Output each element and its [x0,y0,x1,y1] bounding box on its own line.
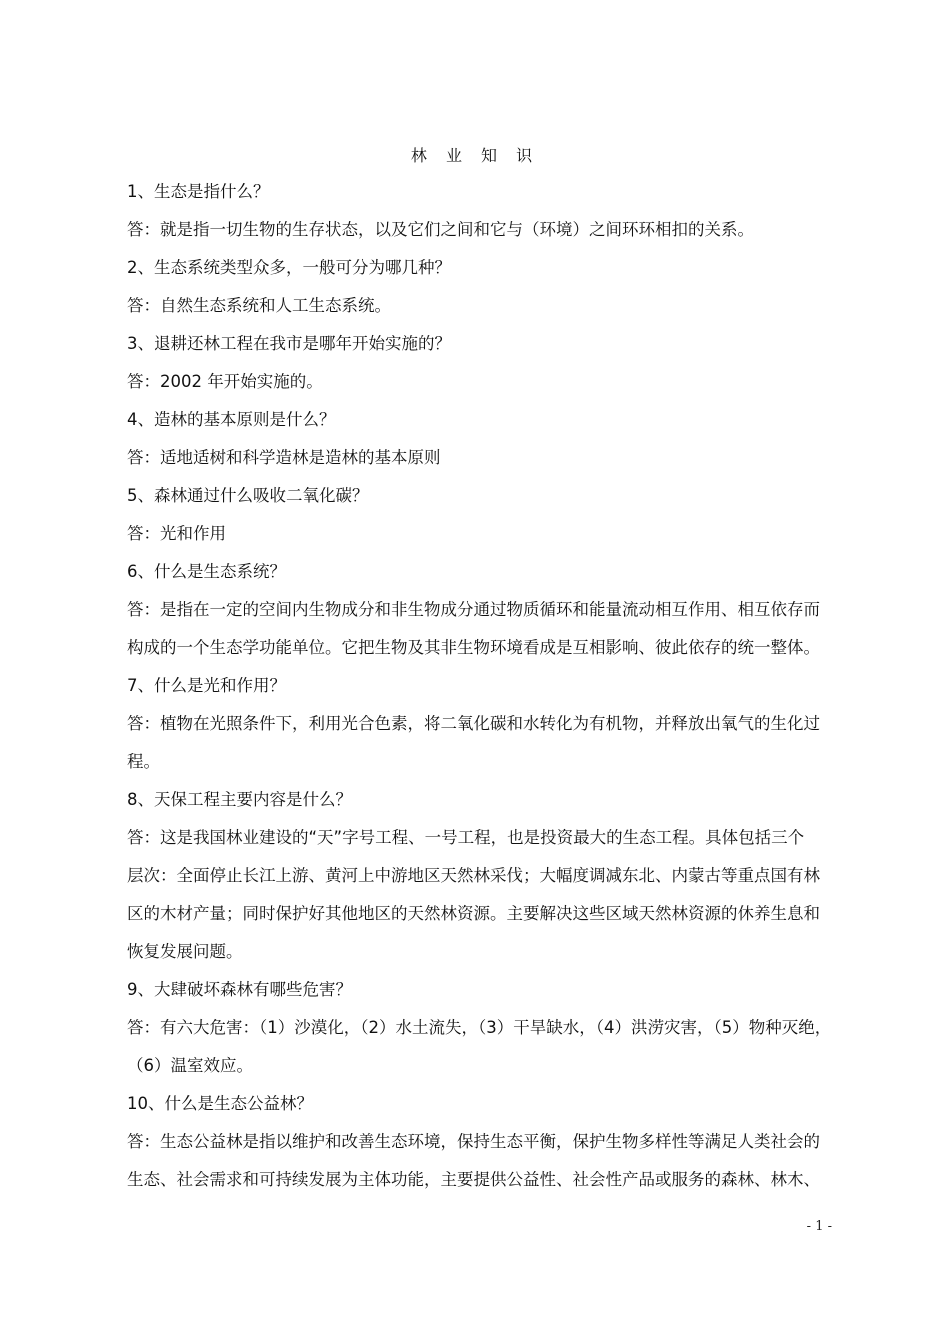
question-line: 8、天保工程主要内容是什么？ [127,790,352,809]
answer-line: 生态、社会需求和可持续发展为主体功能，主要提供公益性、社会性产品或服务的森林、林木、 [127,1170,820,1189]
question-line: 2、生态系统类型众多，一般可分为哪几种？ [127,258,451,277]
answer-line: 构成的一个生态学功能单位。它把生物及其非生物环境看成是互相影响、彼此依存的统一整体。 [127,638,820,657]
question-line: 6、什么是生态系统？ [127,562,286,581]
answer-line: 答：有六大危害：（1）沙漠化，（2）水土流失，（3）干旱缺水，（4）洪涝灾害，（5）物种灭绝， [127,1018,832,1037]
answer-line: 答：植物在光照条件下，利用光合色素，将二氧化碳和水转化为有机物，并释放出氧气的生化过 [127,714,820,733]
answer-line: 层次：全面停止长江上游、黄河上中游地区天然林采伐；大幅度调减东北、内蒙古等重点国有林 [127,866,820,885]
answer-line: 答：是指在一定的空间内生物成分和非生物成分通过物质循环和能量流动相互作用、相互依存而 [127,600,820,619]
answer-line: 恢复发展问题。 [127,942,243,961]
document-body [127,173,835,1199]
answer-line: 答：生态公益林是指以维护和改善生态环境，保持生态平衡，保护生物多样性等满足人类社会的 [127,1132,820,1151]
question-line: 1、生态是指什么？ [127,182,270,201]
question-line: 3、退耕还林工程在我市是哪年开始实施的？ [127,334,451,353]
answer-line: 答：光和作用 [127,524,226,543]
question-line: 4、造林的基本原则是什么？ [127,410,336,429]
answer-line: 区的木材产量；同时保护好其他地区的天然林资源。主要解决这些区域天然林资源的休养生息和 [127,904,820,923]
question-line: 10、什么是生态公益林？ [127,1094,313,1113]
answer-line: 答：适地适树和科学造林是造林的基本原则 [127,448,441,467]
question-line: 7、什么是光和作用？ [127,676,286,695]
answer-line: 答：2002 年开始实施的。 [127,372,323,391]
answer-line: 答：就是指一切生物的生存状态，以及它们之间和它与（环境）之间环环相扣的关系。 [127,220,754,239]
question-line: 5、森林通过什么吸收二氧化碳？ [127,486,369,505]
question-line: 9、大肆破坏森林有哪些危害？ [127,980,352,999]
answer-line: 答：自然生态系统和人工生态系统。 [127,296,391,315]
document-title: 林 业 知 识 [410,146,540,165]
answer-line: （6）温室效应。 [127,1056,253,1075]
answer-line: 程。 [127,752,160,771]
page-number: - 1 - [806,1219,832,1234]
answer-line: 答：这是我国林业建设的“天”字号工程、一号工程，也是投资最大的生态工程。具体包括三个 [127,828,805,847]
